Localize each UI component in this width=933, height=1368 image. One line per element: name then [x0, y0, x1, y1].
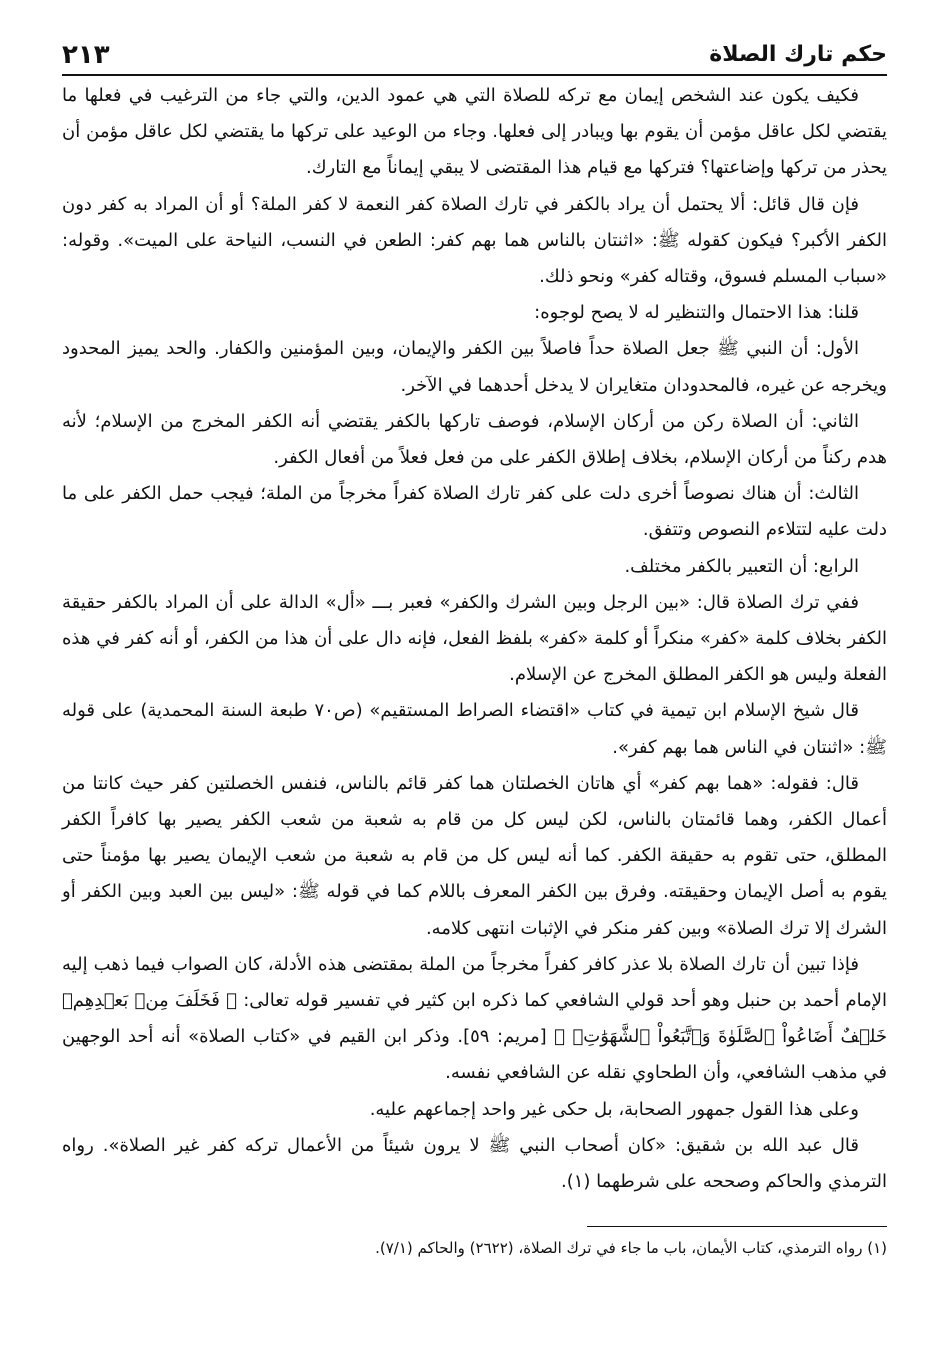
page-header: [62, 30, 887, 74]
paragraph-abdullah-bin-shaqiq: قال عبد الله بن شقيق: «كان أصحاب النبي ﷺ لا يرون شيئاً من الأعمال تركه كفر غير الصلاة». رواه الترمذي والحاكم وصححه على شرطهما (١).: [62, 1134, 887, 1193]
paragraph-third-reason: الثالث: أن هناك نصوصاً أخرى دلت على كفر تارك الصلاة كفراً مخرجاً من الملة؛ فيجب حمل الكفر على ما دلت عليه لتتلاءم النصوص وتتفق.: [62, 483, 887, 541]
paragraph-conclusion: فإذا تبين أن تارك الصلاة بلا عذر كافر كفراً مخرجاً من الملة بمقتضى هذه الأدلة، كان الصواب فيما ذهب إليه الإمام أحمد بن حنبل وهو أحد قولي الشافعي كما ذكره ابن كثير في تفسير قوله تعالى: ﴿ فَخَلَفَ مِنۢ بَعۡدِهِمۡ خَلۡفٌ أَضَاعُواْ ٱلصَّلَوٰةَ وَٱتَّبَعُواْ ٱلشَّهَوَٰتِۖ ﴾ [مريم: ٥٩]. وذكر ابن القيم في «كتاب الصلاة» أنه أحد الوجهين في مذهب الشافعي، وأن الطحاوي نقله عن الشافعي نفسه.: [62, 953, 887, 1084]
paragraph-fourth-reason: الرابع: أن التعبير بالكفر مختلف.: [624, 555, 859, 577]
page-number: ٢١٣: [62, 40, 110, 70]
paragraph-objection: فإن قال قائل: ألا يحتمل أن يراد بالكفر في تارك الصلاة كفر النعمة لا كفر الملة؟ أو أن المراد به كفر دون الكفر الأكبر؟ فيكون كقوله ﷺ: «اثنتان بالناس هما بهم كفر: الطعن في النسب، النياحة على الميت». وقوله: «سباب المسلم فسوق، وقتاله كفر» ونحو ذلك.: [62, 193, 887, 288]
paragraph-ibn-taymiyyah: قال شيخ الإسلام ابن تيمية في كتاب «اقتضاء الصراط المستقيم» (ص٧٠ طبعة السنة المحمدية) على قوله ﷺ: «اثنتان في الناس هما بهم كفر».: [62, 700, 887, 758]
book-page: [62, 30, 887, 1350]
footnote: (١) رواه الترمذي، كتاب الأيمان، باب ما جاء في ترك الصلاة، (٢٦٢٢) والحاكم (٧/١).: [375, 1239, 887, 1258]
paragraph-ibn-taymiyyah-quote: قال: فقوله: «هما بهم كفر» أي هاتان الخصلتان هما كفر قائم بالناس، فنفس الخصلتين كفر حيث كانتا من أعمال الكفر، وهما قائمتان بالناس، لكن ليس كل من قام به شعبة من شعب الكفر يصير بها كافراً الكفر المطلق، حتى تقوم به حقيقة الكفر. كما أنه ليس كل من قام به شعبة من شعب الإيمان يصير بها مؤمناً حتى يقوم به أصل الإيمان وحقيقته. وفرق بين الكفر المعرف باللام كما في قوله ﷺ: «ليس بين العبد وبين الكفر أو الشرك إلا ترك الصلاة» وبين كفر منكر في الإثبات انتهى كلامه.: [62, 772, 887, 939]
paragraph-first-reason: الأول: أن النبي ﷺ جعل الصلاة حداً فاصلاً بين الكفر والإيمان، وبين المؤمنين والكفار. والحد يميز المحدود ويخرجه عن غيره، فالمحدودان متغايران لا يدخل أحدهما في الآخر.: [62, 338, 887, 396]
paragraph-companions: وعلى هذا القول جمهور الصحابة، بل حكى غير واحد إجماعهم عليه.: [369, 1098, 859, 1120]
paragraph-reply: قلنا: هذا الاحتمال والتنظير له لا يصح لوجوه:: [534, 302, 859, 324]
paragraph-definite-article: ففي ترك الصلاة قال: «بين الرجل وبين الشرك والكفر» فعبر بـــ «أل» الدالة على أن المراد بالكفر حقيقة الكفر بخلاف كلمة «كفر» منكراً أو كلمة «كفر» بلفظ الفعل، فإنه دال على أن هذا من الكفر، أو أنه كفر في هذه الفعلة وليس هو الكفر المطلق المخرج عن الإسلام.: [62, 591, 887, 686]
footnote-rule: [587, 1226, 887, 1227]
page-body: [62, 76, 887, 1200]
running-title: حكم تارك الصلاة: [709, 42, 887, 67]
paragraph-faith-and-prayer: فكيف يكون عند الشخص إيمان مع تركه للصلاة التي هي عمود الدين، والتي جاء من الترغيب في فعلها ما يقتضي لكل عاقل مؤمن أن يقوم بها ويبادر إلى فعلها. وجاء من الوعيد على تركها ما يقتضي لكل عاقل مؤمن أن يحذر من تركها وإضاعتها؟ فتركها مع قيام هذا المقتضى لا يبقي إيماناً مع التارك.: [62, 85, 887, 179]
paragraph-second-reason: الثاني: أن الصلاة ركن من أركان الإسلام، فوصف تاركها بالكفر يقتضي أنه الكفر المخرج من الإسلام؛ لأنه هدم ركناً من أركان الإسلام، بخلاف إطلاق الكفر على من فعل فعلاً من أفعال الكفر.: [62, 410, 887, 469]
